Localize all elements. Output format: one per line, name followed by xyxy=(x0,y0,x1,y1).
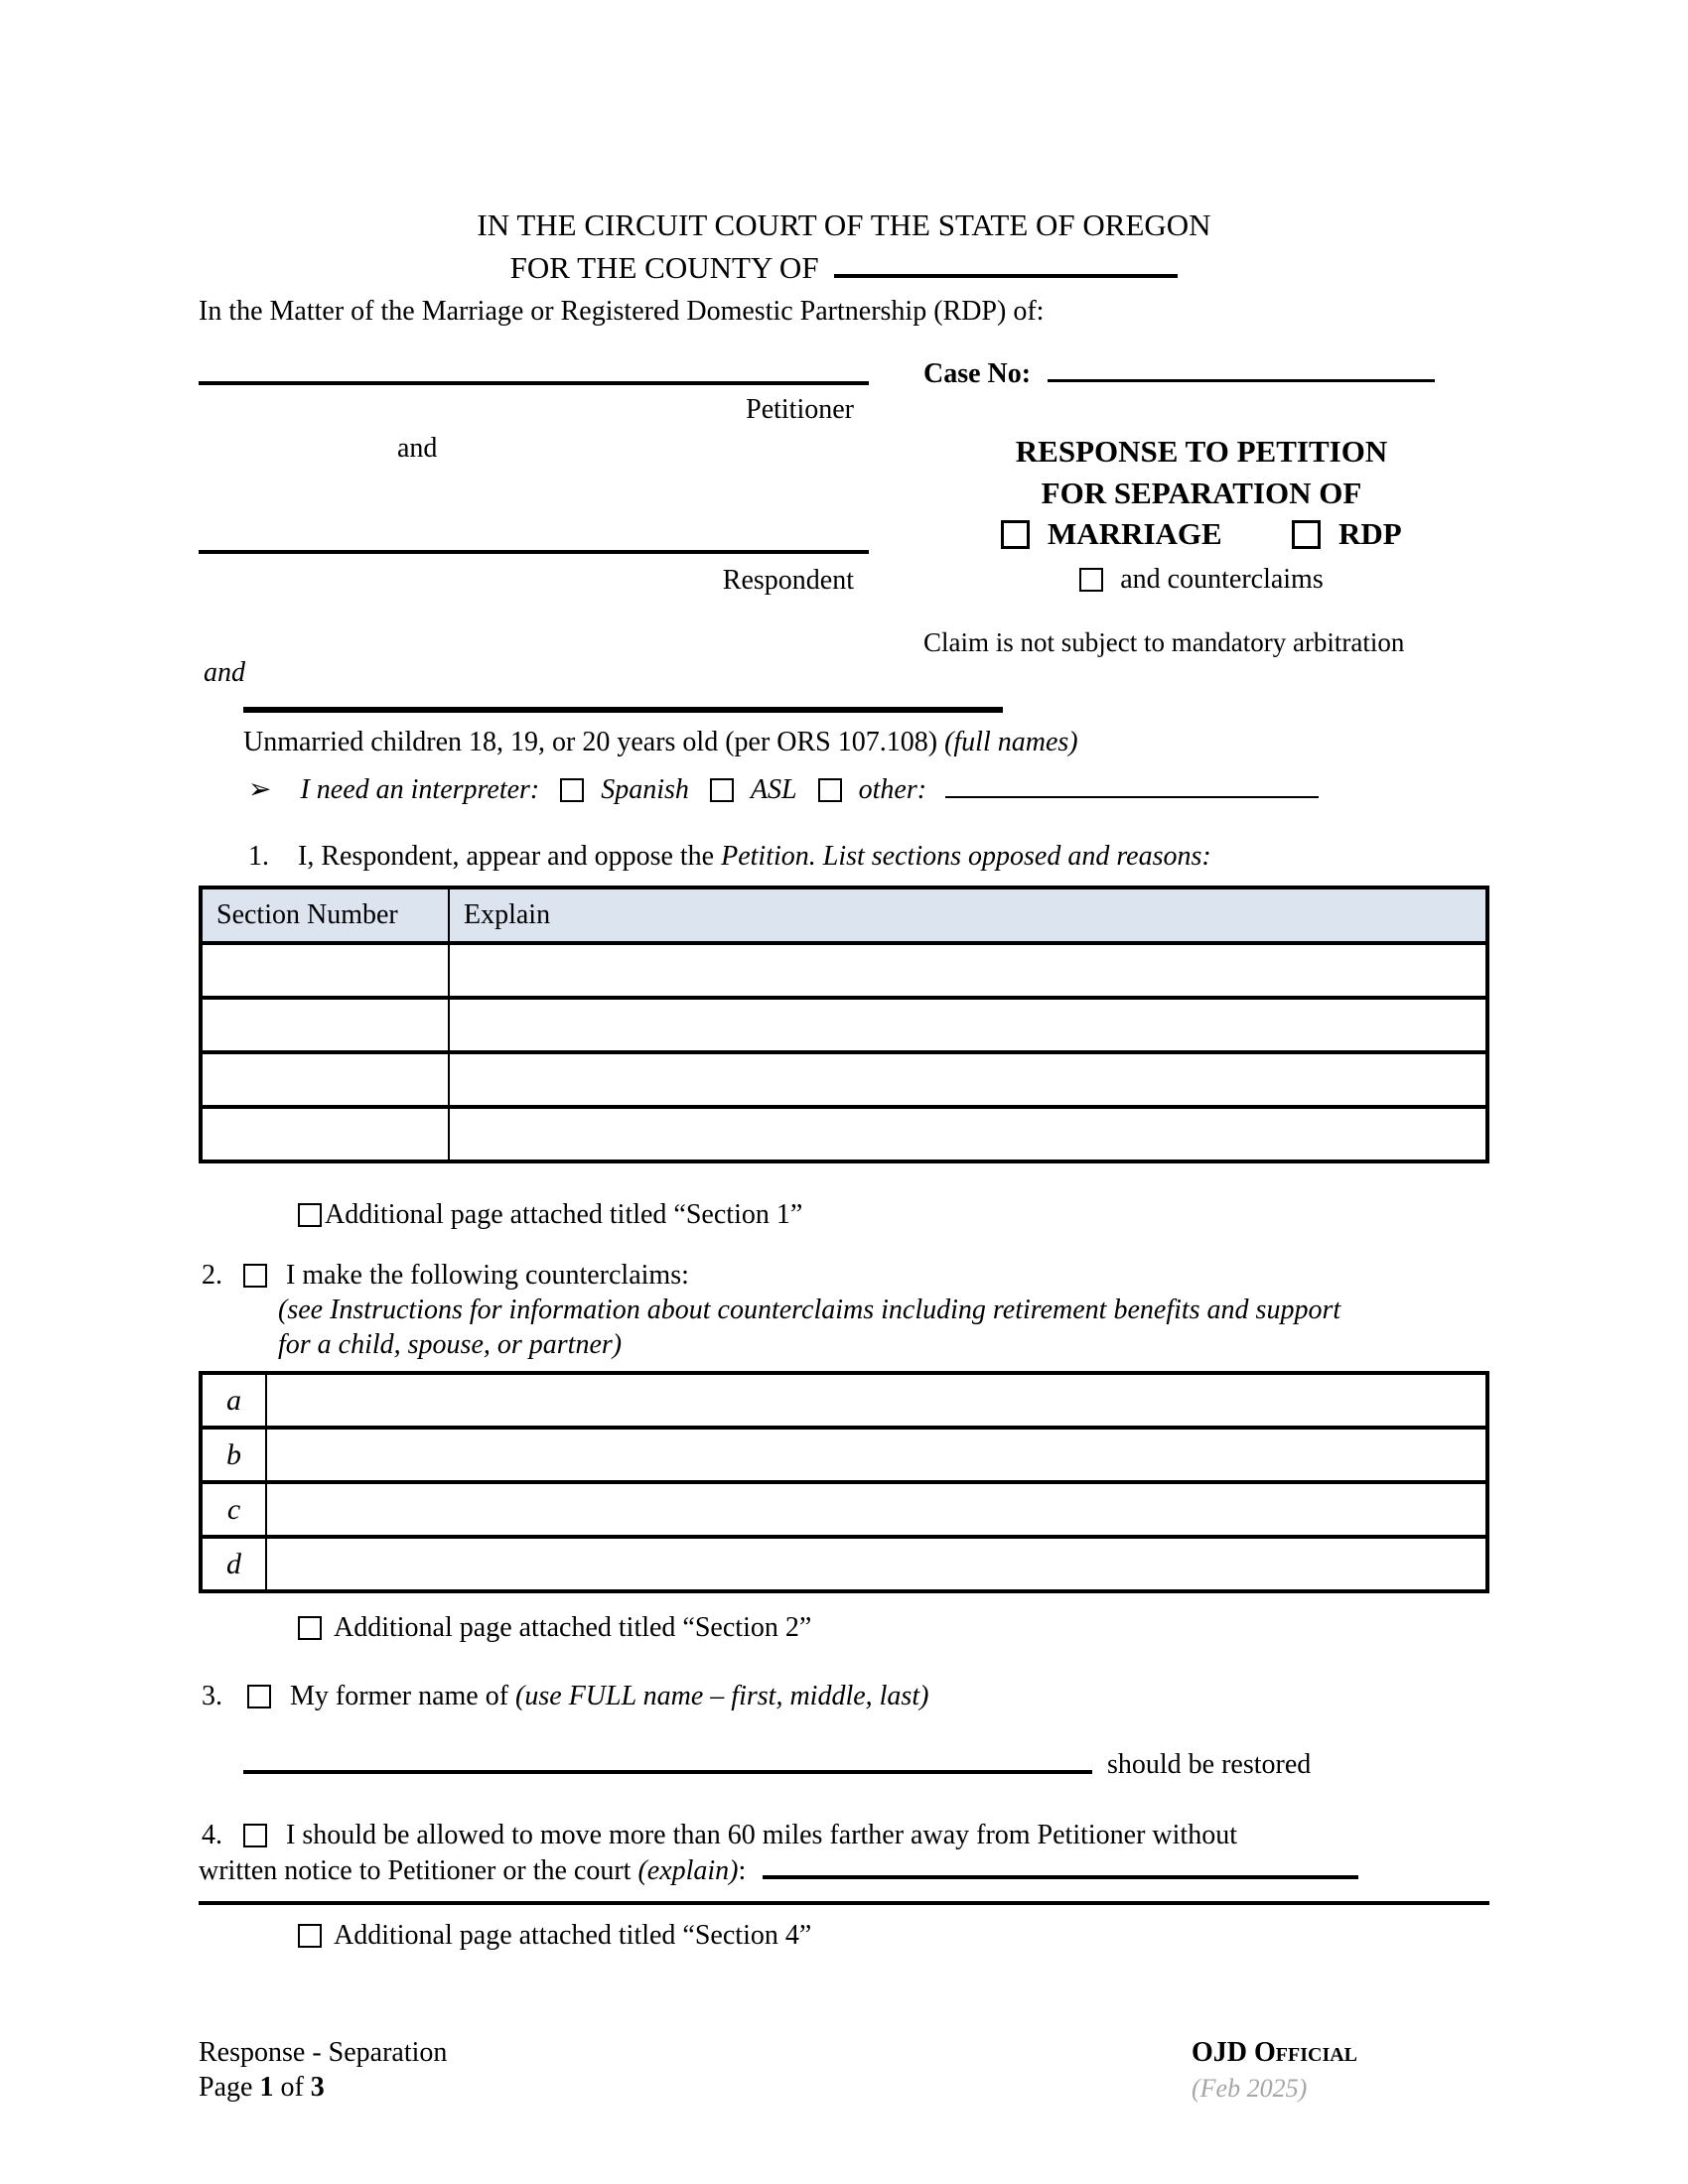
explain-field-line2[interactable] xyxy=(199,1901,1489,1905)
table-row xyxy=(201,1428,1487,1482)
section4-line2-regular: written notice to Petitioner or the court xyxy=(199,1855,638,1886)
interpreter-label: I need an interpreter: xyxy=(300,774,540,805)
asl-label: ASL xyxy=(750,774,797,805)
footer-revision xyxy=(1192,2073,1307,2104)
section3-heading-row xyxy=(202,1680,928,1713)
section2-heading-row xyxy=(202,1259,689,1293)
counterclaims-label: and counterclaims xyxy=(1120,564,1324,595)
court-title-line1 xyxy=(0,206,1688,243)
former-name-field[interactable] xyxy=(243,1770,1092,1774)
section2-additional-checkbox[interactable] xyxy=(298,1616,322,1640)
counterclaim-cell-a[interactable] xyxy=(266,1373,1487,1428)
court-title-line2-text: FOR THE COUNTY OF xyxy=(509,250,819,285)
section2-heading: I make the following counterclaims: xyxy=(286,1260,689,1291)
and-children-text: and xyxy=(204,657,245,688)
section2-note xyxy=(278,1293,1340,1362)
matter-heading-text: In the Matter of the Marriage or Registered Domestic Partnership (RDP) of: xyxy=(199,296,1045,327)
petitioner-label xyxy=(199,393,854,427)
other-checkbox[interactable] xyxy=(818,778,842,802)
counterclaim-cell-c[interactable] xyxy=(266,1482,1487,1537)
section-number-cell[interactable] xyxy=(201,998,449,1052)
arbitration-note-text: Claim is not subject to mandatory arbitration xyxy=(923,627,1405,657)
section4-number: 4. xyxy=(202,1820,222,1850)
arrow-bullet-icon: ➢ xyxy=(248,774,272,805)
section4-additional-checkbox[interactable] xyxy=(298,1924,322,1948)
case-no-field[interactable] xyxy=(1048,357,1435,382)
petitioner-name-field[interactable] xyxy=(199,381,869,385)
other-label: other: xyxy=(858,774,927,805)
table-row xyxy=(201,998,1487,1052)
other-interpreter-field[interactable] xyxy=(945,774,1319,798)
section4-checkbox[interactable] xyxy=(243,1824,267,1847)
section2-number: 2. xyxy=(202,1260,222,1291)
section1-additional-checkbox[interactable] xyxy=(298,1203,322,1227)
table-row xyxy=(201,1537,1487,1591)
form-title-line1-text: RESPONSE TO PETITION xyxy=(1015,434,1388,469)
case-no-label: Case No: xyxy=(923,358,1032,389)
section1-heading-italic: Petition. List sections opposed and reasons: xyxy=(721,841,1211,872)
interpreter-row xyxy=(248,773,1319,807)
section1-number: 1. xyxy=(248,841,269,872)
spanish-label: Spanish xyxy=(601,774,689,805)
counterclaims-checkbox[interactable] xyxy=(1079,568,1103,592)
explain-cell[interactable] xyxy=(449,943,1487,998)
counterclaim-cell-d[interactable] xyxy=(266,1537,1487,1591)
restored-label xyxy=(1107,1748,1311,1782)
counterclaim-row-label-c: c xyxy=(201,1482,266,1537)
footer-revision-text: (Feb 2025) xyxy=(1192,2074,1308,2103)
table-row xyxy=(201,1373,1487,1428)
footer-form-name xyxy=(199,2036,447,2070)
asl-checkbox[interactable] xyxy=(710,778,734,802)
explain-field-line1[interactable] xyxy=(763,1853,1358,1879)
section1-additional-row xyxy=(298,1198,802,1232)
respondent-name-field[interactable] xyxy=(199,550,869,554)
footer-form-name-text: Response - Separation xyxy=(199,2037,448,2068)
section1-heading xyxy=(248,840,1211,874)
respondent-label-text: Respondent xyxy=(722,565,854,596)
counterclaim-row-label-d: d xyxy=(201,1537,266,1591)
section2-note-line1: (see Instructions for information about counterclaims including retirement benefits and support xyxy=(278,1295,1341,1325)
section1-heading-regular: I, Respondent, appear and oppose the xyxy=(298,841,722,872)
table-row xyxy=(201,1107,1487,1161)
court-title-line1-text: IN THE CIRCUIT COURT OF THE STATE OF OREGON xyxy=(477,207,1211,242)
children-note-regular: Unmarried children 18, 19, or 20 years old (per ORS 107.108) xyxy=(243,727,945,757)
section2-note-line2: for a child, spouse, or partner) xyxy=(278,1329,623,1360)
petitioner-label-text: Petitioner xyxy=(746,394,854,425)
form-title-line2 xyxy=(923,475,1479,511)
section2-table xyxy=(199,1371,1489,1593)
table-row xyxy=(201,1482,1487,1537)
arbitration-note xyxy=(923,626,1404,658)
section-number-column-header: Section Number xyxy=(201,887,449,943)
counterclaims-option-row xyxy=(923,563,1479,597)
form-type-options xyxy=(923,515,1479,552)
rdp-label: RDP xyxy=(1337,516,1402,551)
section4-additional-row xyxy=(298,1919,811,1953)
footer-of-word: of xyxy=(280,2072,304,2103)
table-row xyxy=(201,943,1487,998)
footer-page-word: Page xyxy=(199,2072,253,2103)
explain-cell[interactable] xyxy=(449,1052,1487,1107)
form-title-line2-text: FOR SEPARATION OF xyxy=(1041,476,1362,510)
section3-heading-regular: My former name of xyxy=(290,1681,516,1711)
and-connector-text: and xyxy=(397,433,438,464)
section1-table xyxy=(199,886,1489,1163)
counterclaim-cell-b[interactable] xyxy=(266,1428,1487,1482)
section1-table-header-row xyxy=(201,887,1487,943)
rdp-checkbox[interactable] xyxy=(1292,520,1321,549)
section2-checkbox[interactable] xyxy=(243,1264,267,1288)
children-names-field[interactable] xyxy=(243,707,1003,713)
county-blank-field[interactable] xyxy=(834,252,1178,278)
section2-additional-row xyxy=(298,1611,811,1645)
marriage-checkbox[interactable] xyxy=(1001,520,1030,549)
section4-line2-row xyxy=(199,1853,1358,1888)
court-title-line2 xyxy=(0,249,1688,286)
footer-page-number: 1 xyxy=(259,2072,274,2103)
section3-heading-italic: (use FULL name – first, middle, last) xyxy=(515,1681,929,1711)
footer-page-total: 3 xyxy=(310,2072,325,2103)
table-row xyxy=(201,1052,1487,1107)
section3-checkbox[interactable] xyxy=(247,1685,271,1708)
footer-page-info xyxy=(199,2071,325,2105)
and-children-connector xyxy=(204,656,245,690)
explain-cell[interactable] xyxy=(449,998,1487,1052)
marriage-label: MARRIAGE xyxy=(1048,516,1222,551)
section-number-cell[interactable] xyxy=(201,943,449,998)
footer-brand xyxy=(1192,2036,1357,2070)
section4-line2-suffix: : xyxy=(738,1855,747,1886)
matter-heading xyxy=(199,295,1044,329)
respondent-label xyxy=(199,564,854,598)
counterclaim-row-label-b: b xyxy=(201,1428,266,1482)
section4-line2-italic: (explain) xyxy=(637,1855,739,1886)
case-no-row xyxy=(923,357,1435,391)
children-note-italic: (full names) xyxy=(944,727,1078,757)
footer-brand-text: OJD Official xyxy=(1192,2037,1358,2068)
restored-label-text: should be restored xyxy=(1107,1749,1312,1780)
children-note xyxy=(243,726,1078,759)
section1-additional-label: Additional page attached titled “Section 1” xyxy=(325,1199,803,1230)
form-title-line1 xyxy=(923,433,1479,470)
section4-line1: I should be allowed to move more than 60 miles farther away from Petitioner without xyxy=(286,1820,1237,1850)
section4-additional-label: Additional page attached titled “Section 4” xyxy=(334,1920,812,1951)
section2-additional-label: Additional page attached titled “Section 2” xyxy=(334,1612,812,1643)
counterclaim-row-label-a: a xyxy=(201,1373,266,1428)
section-number-cell[interactable] xyxy=(201,1052,449,1107)
section-number-cell[interactable] xyxy=(201,1107,449,1161)
explain-column-header: Explain xyxy=(449,887,1487,943)
spanish-checkbox[interactable] xyxy=(560,778,584,802)
section4-heading-row xyxy=(202,1819,1237,1852)
and-connector xyxy=(397,432,437,466)
section3-number: 3. xyxy=(202,1681,222,1711)
explain-cell[interactable] xyxy=(449,1107,1487,1161)
